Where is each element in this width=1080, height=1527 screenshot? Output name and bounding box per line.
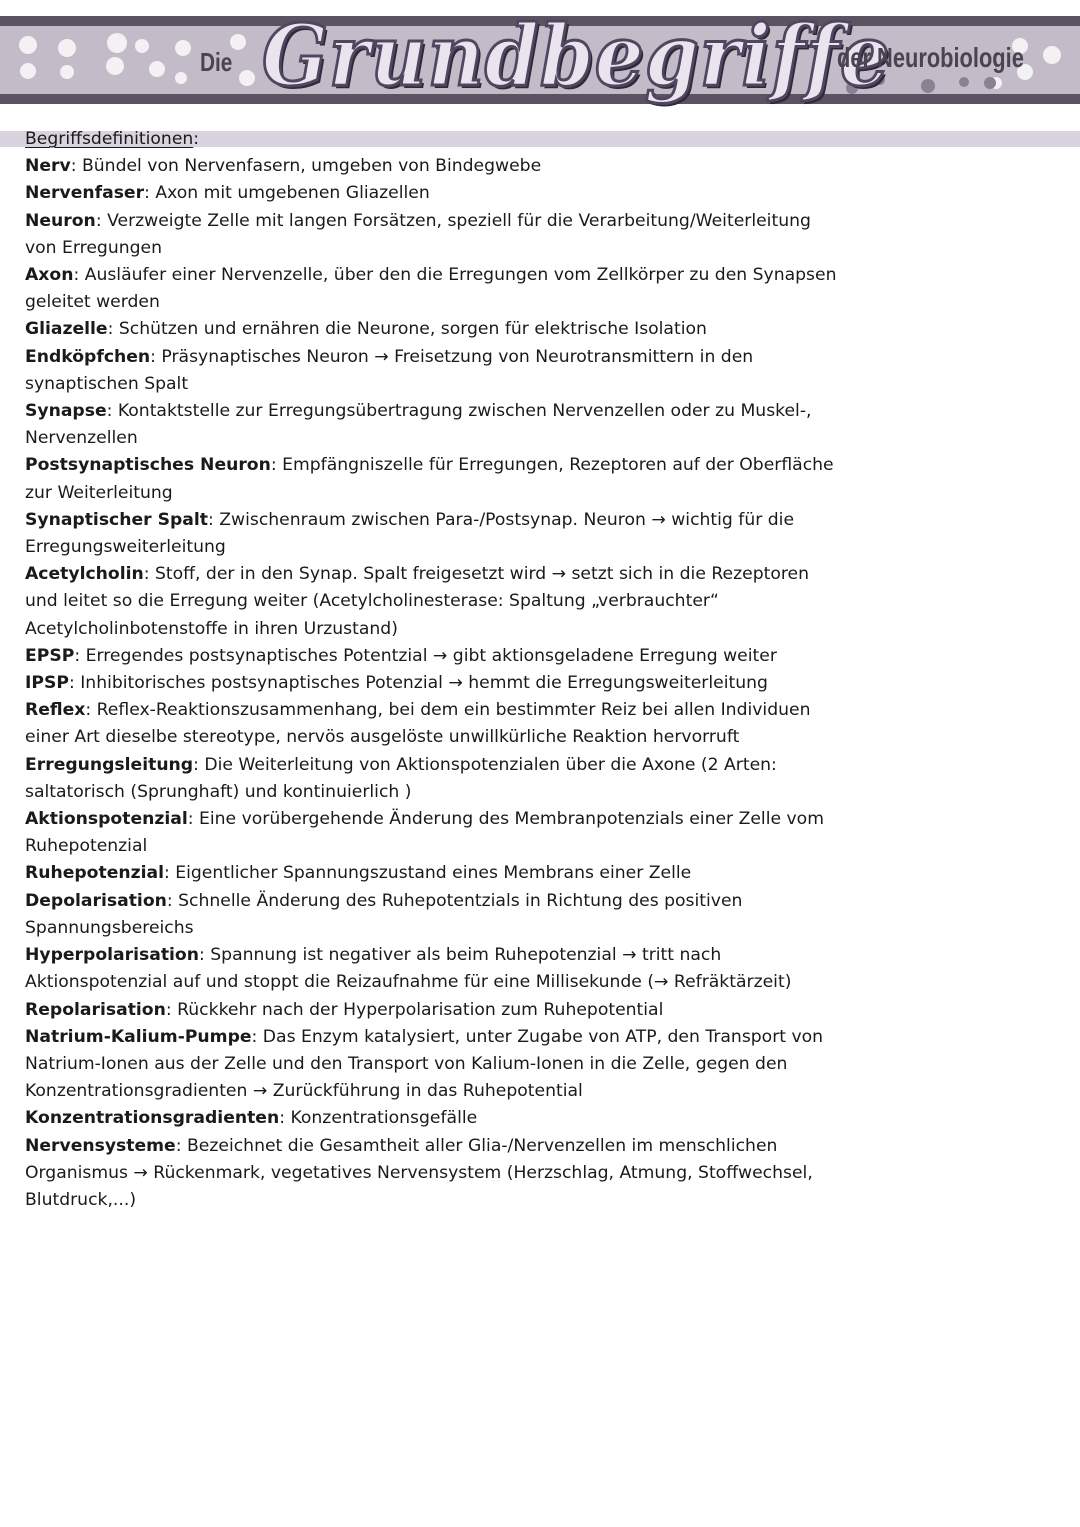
definition-text: Die Weiterleitung von Aktionspotenzialen über die Axone (2 Arten: saltatorisch (Sprunghaft) und kontinuierlich ): [25, 754, 777, 802]
definition-term: Konzentrationsgradienten: [25, 1108, 280, 1129]
definition-text: Inhibitorisches postsynaptisches Potenzial → hemmt die Erregungsweiterleitung: [80, 673, 768, 694]
definition-term: Nerv: [25, 156, 71, 177]
definition-colon: :: [85, 700, 97, 721]
definition-item: [25, 208, 837, 262]
definition-item: [25, 643, 837, 670]
definition-colon: :: [70, 156, 82, 177]
definition-colon: :: [270, 455, 283, 476]
definition-colon: :: [208, 509, 220, 530]
definition-item: [25, 180, 837, 207]
definition-item: [25, 806, 837, 860]
definition-term: IPSP: [25, 673, 69, 694]
definition-term: Depolarisation: [25, 890, 167, 911]
definitions-content: [25, 126, 837, 1214]
definition-term: Ruhepotenzial: [25, 863, 164, 884]
definition-term: Nervensysteme: [25, 1135, 176, 1156]
definition-item: [25, 1133, 837, 1215]
definition-term: Aktionspotenzial: [25, 809, 188, 830]
definition-text: Eigentlicher Spannungszustand eines Membrans einer Zelle: [175, 863, 692, 884]
definition-colon: :: [175, 1135, 187, 1156]
definition-text: Zwischenraum zwischen Para-/Postsynap. Neuron → wichtig für die Erregungsweiterleitung: [25, 509, 795, 558]
page-header: [0, 0, 1080, 140]
definition-colon: :: [68, 673, 81, 694]
definition-text: Eine vorübergehende Änderung des Membranpotenzials einer Zelle vom Ruhepotenzial: [25, 809, 824, 857]
definition-term: Repolarisation: [25, 999, 166, 1020]
definition-item: [25, 262, 837, 316]
definition-item: [25, 452, 837, 506]
definition-item: [25, 670, 837, 697]
definition-text: Stoff, der in den Synap. Spalt freigesetzt wird → setzt sich in die Rezeptoren und leitet so die Erregung weiter (Acetylcholinesterase: Spaltung „verbrauchter“ Acetylcholinbotenstoffe in ihren Urzustand): [25, 564, 810, 639]
definition-text: Bündel von Nervenfasern, umgeben von Bindegwebe: [82, 156, 542, 177]
definition-text: Verzweigte Zelle mit langen Forsätzen, speziell für die Verarbeitung/Weiterleitung von Erregungen: [25, 210, 811, 258]
definition-item: [25, 344, 837, 398]
definition-colon: :: [106, 401, 118, 422]
definition-colon: :: [187, 809, 199, 830]
definition-item: [25, 697, 837, 751]
definition-text: Erregendes postsynaptisches Potentzial → gibt aktionsgeladene Erregung weiter: [85, 645, 777, 666]
definition-colon: :: [198, 945, 211, 966]
definition-item: [25, 398, 837, 452]
definition-term: Nervenfaser: [25, 183, 145, 204]
definition-term: EPSP: [25, 645, 75, 666]
definition-term: Acetylcholin: [25, 564, 144, 585]
definition-term: Erregungsleitung: [25, 754, 194, 775]
definition-text: Empfängniszelle für Erregungen, Rezeptoren auf der Oberfläche zur Weiterleitung: [25, 455, 834, 503]
definition-item: [25, 1105, 837, 1132]
definition-item: [25, 752, 837, 806]
title-prefix: Die: [200, 47, 233, 77]
definition-text: Das Enzym katalysiert, unter Zugabe von ATP, den Transport von Natrium-Ionen aus der Zelle und den Transport von Kalium-Ionen in die Zelle, gegen den Konzentrationsgradienten → Zurückführung in das Ruhepotential: [25, 1026, 824, 1102]
definition-item: [25, 1024, 837, 1106]
definition-text: Präsynaptisches Neuron → Freisetzung von Neurotransmittern in den synaptischen Spalt: [25, 346, 754, 394]
definition-colon: :: [107, 319, 119, 340]
definition-colon: :: [163, 863, 176, 884]
definition-colon: :: [144, 183, 156, 204]
definition-text: Bezeichnet die Gesamtheit aller Glia-/Nervenzellen im menschlichen Organismus → Rückenmark, vegetatives Nervensystem (Herzschlag, Atmung, Stoffwechsel, Blutdruck,...): [25, 1135, 813, 1210]
definition-colon: :: [165, 999, 178, 1020]
definition-item: [25, 888, 837, 942]
definition-term: Gliazelle: [25, 319, 108, 340]
definition-text: Schnelle Änderung des Ruhepotentzials in Richtung des positiven Spannungsbereichs: [25, 890, 743, 938]
definition-colon: :: [74, 645, 86, 666]
definitions-list: [25, 153, 837, 1214]
definition-item: [25, 316, 837, 343]
definition-term: Hyperpolarisation: [25, 945, 199, 966]
definition-term: Synapse: [25, 401, 107, 422]
definition-item: [25, 942, 837, 996]
definition-item: [25, 997, 837, 1024]
definition-text: Reflex-Reaktionszusammenhang, bei dem ein bestimmter Reiz bei allen Individuen einer Art dieselbe stereotype, nervös ausgelöste unwillkürliche Reaktion hervorruft: [25, 700, 811, 748]
section-heading-colon: :: [193, 129, 200, 149]
definition-term: Axon: [25, 265, 74, 286]
definition-colon: :: [150, 346, 162, 367]
definition-text: Spannung ist negativer als beim Ruhepotenzial → tritt nach Aktionspotenzial auf und stoppt die Reizaufnahme für eine Millisekunde (→ Refräktärzeit): [25, 945, 792, 993]
definition-term: Endköpfchen: [25, 346, 151, 367]
definition-text: Axon mit umgebenen Gliazellen: [155, 183, 430, 204]
definition-term: Neuron: [25, 210, 96, 231]
definition-text: Rückkehr nach der Hyperpolarisation zum Ruhepotential: [177, 999, 664, 1020]
definition-colon: :: [73, 265, 85, 286]
definition-text: Schützen und ernähren die Neurone, sorgen für elektrische Isolation: [118, 319, 707, 340]
definition-term: Postsynaptisches Neuron: [25, 455, 271, 476]
definition-colon: :: [143, 564, 155, 585]
section-heading: Begriffsdefinitionen: [25, 129, 194, 149]
definition-colon: :: [193, 754, 205, 775]
title-suffix: der Neurobiologie: [837, 42, 1024, 73]
section-heading-line: [25, 126, 837, 153]
definition-item: [25, 561, 837, 643]
definition-item: [25, 860, 837, 887]
definition-colon: :: [166, 890, 179, 911]
definition-text: Ausläufer einer Nervenzelle, über den die Erregungen vom Zellkörper zu den Synapsen geleitet werden: [25, 265, 837, 313]
definition-colon: :: [279, 1108, 291, 1129]
definition-term: Synaptischer Spalt: [25, 509, 208, 530]
definition-term: Reflex: [25, 700, 86, 721]
definition-item: [25, 153, 837, 180]
definition-text: Kontaktstelle zur Erregungsübertragung zwischen Nervenzellen oder zu Muskel-, Nervenzellen: [25, 401, 812, 449]
definition-term: Natrium-Kalium-Pumpe: [25, 1026, 252, 1047]
definition-item: [25, 507, 837, 561]
definition-text: Konzentrationsgefälle: [290, 1108, 478, 1129]
page-title: Grundbegriffe: [262, 6, 891, 105]
definition-colon: :: [251, 1026, 263, 1047]
definition-colon: :: [95, 210, 108, 231]
